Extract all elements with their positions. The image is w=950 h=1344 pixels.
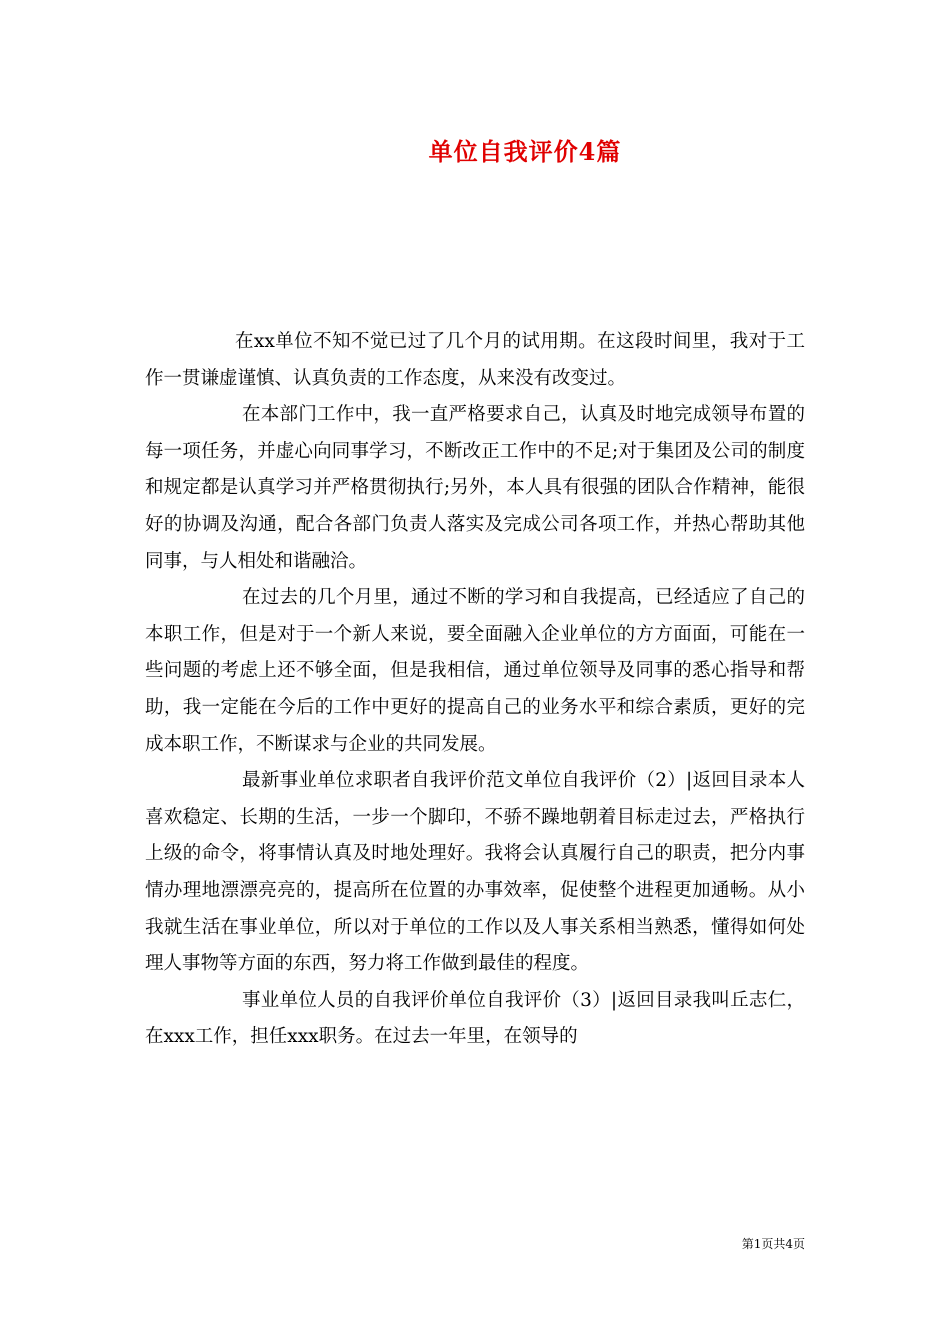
paragraph-4: 最新事业单位求职者自我评价范文单位自我评价（2）|返回目录本人喜欢稳定、长期的生活，一步一个脚印，不骄不躁地朝着目标走过去，严格执行上级的命令，将事情认真及时地处理好。我将会认真履行自己的职责，把分内事情办理地漂漂亮亮的，提高所在位置的办事效率，促使整个进程更加通畅。从小我就生活在事业单位，所以对于单位的工作以及人事关系相当熟悉，懂得如何处理人事物等方面的东西，努力将工作做到最佳的程度。 <box>145 770 805 975</box>
document-title: 单位自我评价4篇 <box>428 137 622 166</box>
page-footer: 第1页共4页 <box>741 1237 805 1251</box>
paragraph-3: 在过去的几个月里，通过不断的学习和自我提高，已经适应了自己的本职工作，但是对于一个新人来说，要全面融入企业单位的方方面面，可能在一些问题的考虑上还不够全面，但是我相信，通过单位领导及同事的悉心指导和帮助，我一定能在今后的工作中更好的提高自己的业务水平和综合素质，更好的完成本职工作，不断谋求与企业的共同发展。 <box>145 587 805 755</box>
paragraph-5: 事业单位人员的自我评价单位自我评价（3）|返回目录我叫丘志仁，在xxx工作，担任xxx职务。在过去一年里，在领导的 <box>145 989 805 1048</box>
paragraph-2: 在本部门工作中，我一直严格要求自己，认真及时地完成领导布置的每一项任务，并虚心向同事学习，不断改正工作中的不足;对于集团及公司的制度和规定都是认真学习并严格贯彻执行;另外，本人具有很强的团队合作精神，能很好的协调及沟通，配合各部门负责人落实及完成公司各项工作，并热心帮助其他同事，与人相处和谐融洽。 <box>145 404 805 572</box>
document-body <box>145 324 805 1056</box>
paragraph-1: 在xx单位不知不觉已过了几个月的试用期。在这段时间里，我对于工作一贯谦虚谨慎、认真负责的工作态度，从来没有改变过。 <box>145 331 805 389</box>
